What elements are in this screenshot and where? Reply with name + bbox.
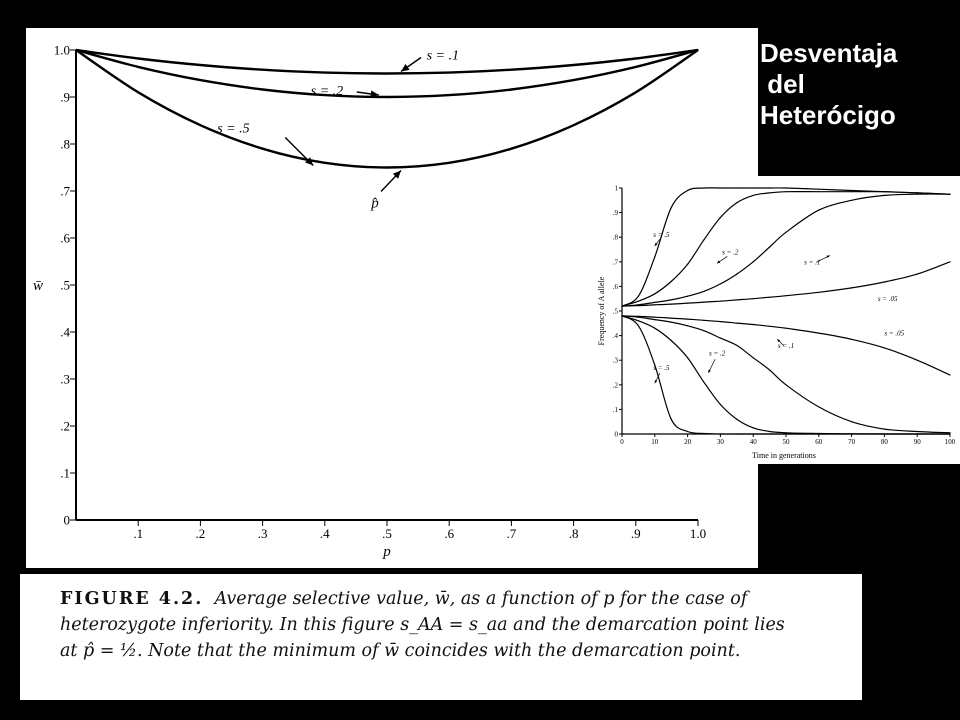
- x-tick-label: 70: [848, 438, 856, 446]
- x-tick-label: .7: [506, 526, 517, 541]
- data-point: [671, 318, 672, 319]
- data-point: [884, 428, 885, 429]
- y-tick-label: 1.0: [53, 42, 70, 58]
- data-point: [785, 433, 786, 434]
- x-tick-label: 0: [620, 438, 624, 446]
- y-tick-label: .8: [612, 233, 618, 242]
- data-point: [851, 200, 852, 201]
- series-annotation: s = .2: [722, 248, 739, 257]
- data-point: [949, 432, 950, 433]
- data-point: [638, 320, 639, 321]
- data-point: [818, 406, 819, 407]
- data-point: [720, 337, 721, 338]
- x-tick-label: .1: [133, 526, 144, 541]
- x-tick-label: 100: [944, 438, 956, 446]
- data-point: [753, 195, 754, 196]
- data-point: [138, 92, 139, 93]
- data-point: [917, 274, 918, 275]
- x-tick-label: 40: [749, 438, 757, 446]
- data-point: [687, 431, 688, 432]
- y-tick-label: .3: [60, 371, 70, 387]
- data-point: [949, 374, 950, 375]
- data-point: [687, 264, 688, 265]
- series-annotation: s = .1: [804, 258, 821, 267]
- x-tick-label: 1.0: [689, 526, 707, 541]
- y-tick-label: .2: [612, 381, 618, 390]
- data-point: [785, 232, 786, 233]
- data-point: [654, 317, 655, 318]
- y-tick-label: .7: [60, 183, 70, 199]
- y-tick-label: .1: [60, 465, 70, 481]
- data-point: [703, 433, 704, 434]
- caption-line-1: [60, 586, 860, 612]
- annotation-arrowhead: [401, 64, 410, 72]
- data-point: [851, 287, 852, 288]
- caption-line-3: at p̂ = ½. Note that the minimum of w̄ coincides with the demarcation point.: [60, 641, 741, 661]
- x-tick-label: 10: [651, 438, 659, 446]
- data-point: [635, 92, 636, 93]
- data-point: [736, 419, 737, 420]
- data-point: [687, 190, 688, 191]
- data-point: [753, 298, 754, 299]
- y-tick-label: .4: [60, 324, 70, 340]
- series-annotation: s = .2: [709, 349, 726, 358]
- series-annotation: s = .5: [653, 364, 670, 373]
- slide-title-line: Desventaja: [760, 38, 898, 68]
- data-point: [386, 96, 387, 97]
- data-point: [324, 162, 325, 163]
- allele-frequency-chart: [594, 176, 960, 464]
- caption-text: Average selective value, w̄, as a function of p for the case of: [214, 589, 748, 609]
- data-point: [769, 192, 770, 193]
- data-point: [785, 432, 786, 433]
- data-point: [769, 326, 770, 327]
- data-point: [703, 291, 704, 292]
- x-axis-title: p: [383, 544, 391, 560]
- x-tick-label: 50: [782, 438, 790, 446]
- data-point: [449, 72, 450, 73]
- data-point: [785, 191, 786, 192]
- slide-title: [760, 38, 958, 131]
- y-tick-label: .1: [612, 405, 618, 414]
- x-tick-label: .4: [319, 526, 330, 541]
- data-point: [635, 66, 636, 67]
- x-tick-label: .8: [568, 526, 579, 541]
- data-point: [638, 305, 639, 306]
- y-axis-title: w̄: [32, 278, 44, 294]
- x-tick-label: 20: [684, 438, 692, 446]
- data-point: [818, 210, 819, 211]
- data-point: [769, 369, 770, 370]
- y-tick-label: .7: [612, 258, 618, 267]
- data-point: [736, 433, 737, 434]
- data-point: [654, 256, 655, 257]
- series-annotation: s = .1: [426, 48, 459, 64]
- data-point: [654, 328, 655, 329]
- data-point: [884, 347, 885, 348]
- x-tick-label: 90: [913, 438, 921, 446]
- data-point: [949, 433, 950, 434]
- series-line: [622, 188, 950, 306]
- data-point: [884, 191, 885, 192]
- y-tick-label: .4: [612, 332, 618, 341]
- y-tick-label: 0: [614, 430, 618, 439]
- data-point: [638, 301, 639, 302]
- y-tick-label: .3: [612, 356, 618, 365]
- data-point: [736, 187, 737, 188]
- data-point: [884, 281, 885, 282]
- series-line: [76, 50, 698, 168]
- data-point: [753, 427, 754, 428]
- data-point: [736, 274, 737, 275]
- data-point: [851, 339, 852, 340]
- data-point: [654, 302, 655, 303]
- data-point: [769, 297, 770, 298]
- annotation-arrowhead: [717, 260, 720, 263]
- series-annotation: s = .5: [217, 121, 250, 137]
- data-point: [785, 187, 786, 188]
- data-point: [511, 89, 512, 90]
- data-point: [736, 345, 737, 346]
- data-point: [324, 72, 325, 73]
- data-point: [703, 330, 704, 331]
- data-point: [573, 125, 574, 126]
- data-point: [736, 202, 737, 203]
- data-point: [671, 207, 672, 208]
- data-point: [687, 319, 688, 320]
- series-annotation: s = .2: [310, 84, 344, 99]
- x-tick-label: 80: [880, 438, 888, 446]
- data-point: [703, 239, 704, 240]
- data-point: [671, 321, 672, 322]
- allele-frequency-chart-panel: [594, 176, 960, 464]
- data-point: [769, 246, 770, 247]
- data-point: [671, 419, 672, 420]
- data-point: [753, 357, 754, 358]
- y-tick-label: .5: [60, 277, 70, 293]
- data-point: [818, 333, 819, 334]
- data-point: [818, 189, 819, 190]
- data-point: [949, 194, 950, 195]
- data-point: [200, 64, 201, 65]
- data-point: [736, 322, 737, 323]
- data-point: [671, 299, 672, 300]
- y-tick-label: 0: [63, 512, 70, 528]
- data-point: [654, 319, 655, 320]
- data-point: [138, 58, 139, 59]
- x-tick-label: .9: [630, 526, 641, 541]
- data-point: [687, 303, 688, 304]
- data-point: [720, 217, 721, 218]
- data-point: [720, 187, 721, 188]
- x-tick-label: .3: [257, 526, 268, 541]
- data-point: [621, 305, 622, 306]
- data-point: [818, 191, 819, 192]
- slide-title-line: Heterócigo: [760, 100, 896, 130]
- data-point: [851, 433, 852, 434]
- data-point: [917, 192, 918, 193]
- figure-caption-panel: [20, 574, 862, 700]
- y-tick-label: .5: [612, 307, 618, 316]
- data-point: [917, 360, 918, 361]
- series-annotation: s = .1: [777, 341, 795, 350]
- data-point: [851, 190, 852, 191]
- data-point: [200, 125, 201, 126]
- data-point: [720, 283, 721, 284]
- data-point: [720, 433, 721, 434]
- data-point: [621, 315, 622, 316]
- data-point: [671, 340, 672, 341]
- data-point: [769, 433, 770, 434]
- data-point: [753, 433, 754, 434]
- data-point: [720, 301, 721, 302]
- x-tick-label: .5: [382, 526, 392, 541]
- data-point: [917, 194, 918, 195]
- data-point: [511, 69, 512, 70]
- data-point: [200, 79, 201, 80]
- x-tick-label: .2: [195, 526, 206, 541]
- data-point: [736, 299, 737, 300]
- data-point: [785, 295, 786, 296]
- x-tick-label: 30: [716, 438, 724, 446]
- caption-line-2: heterozygote inferiority. In this figure s_AA = s_aa and the demarcation point lies: [60, 615, 785, 635]
- y-tick-label: 1: [614, 184, 618, 193]
- data-point: [75, 49, 76, 50]
- data-point: [573, 64, 574, 65]
- data-point: [703, 382, 704, 383]
- y-axis-title: Frequency of A allele: [597, 276, 606, 346]
- y-tick-label: .9: [612, 209, 618, 218]
- data-point: [687, 296, 688, 297]
- data-point: [138, 66, 139, 67]
- data-point: [851, 421, 852, 422]
- data-point: [769, 187, 770, 188]
- data-point: [449, 95, 450, 96]
- data-point: [449, 162, 450, 163]
- data-point: [703, 302, 704, 303]
- y-tick-label: .6: [60, 230, 70, 246]
- data-point: [949, 261, 950, 262]
- series-annotation: s = .05: [877, 295, 898, 304]
- data-point: [262, 69, 263, 70]
- data-point: [635, 58, 636, 59]
- data-point: [262, 89, 263, 90]
- data-point: [884, 433, 885, 434]
- data-point: [638, 317, 639, 318]
- data-point: [753, 324, 754, 325]
- data-point: [785, 328, 786, 329]
- data-point: [687, 357, 688, 358]
- data-point: [818, 433, 819, 434]
- data-point: [917, 431, 918, 432]
- data-point: [703, 320, 704, 321]
- data-point: [753, 187, 754, 188]
- data-point: [654, 293, 655, 294]
- series-annotation: s = .05: [884, 329, 905, 338]
- data-point: [769, 431, 770, 432]
- data-point: [671, 304, 672, 305]
- data-point: [703, 187, 704, 188]
- data-point: [753, 261, 754, 262]
- x-axis-title: Time in generations: [752, 451, 816, 460]
- demarcation-point-label: p̂: [371, 195, 379, 212]
- data-point: [511, 148, 512, 149]
- data-point: [386, 73, 387, 74]
- data-point: [884, 195, 885, 196]
- x-tick-label: 60: [815, 438, 823, 446]
- x-tick-label: .6: [444, 526, 455, 541]
- data-point: [573, 79, 574, 80]
- y-tick-label: .2: [60, 418, 70, 434]
- caption-label: FIGURE 4.2.: [60, 589, 204, 609]
- data-point: [654, 304, 655, 305]
- data-point: [720, 321, 721, 322]
- series-line: [76, 50, 698, 74]
- y-tick-label: .6: [612, 282, 618, 291]
- slide-title-line: del: [760, 69, 805, 99]
- data-point: [638, 325, 639, 326]
- figure-caption: [60, 586, 860, 664]
- y-tick-label: .9: [60, 89, 70, 105]
- data-point: [851, 191, 852, 192]
- data-point: [638, 296, 639, 297]
- data-point: [720, 404, 721, 405]
- data-point: [917, 433, 918, 434]
- data-point: [697, 49, 698, 50]
- series-annotation: s = .5: [653, 231, 670, 240]
- data-point: [671, 281, 672, 282]
- data-point: [785, 384, 786, 385]
- data-point: [687, 325, 688, 326]
- data-point: [262, 148, 263, 149]
- series-line: [622, 194, 950, 306]
- y-tick-label: .8: [60, 136, 70, 152]
- data-point: [818, 292, 819, 293]
- data-point: [386, 167, 387, 168]
